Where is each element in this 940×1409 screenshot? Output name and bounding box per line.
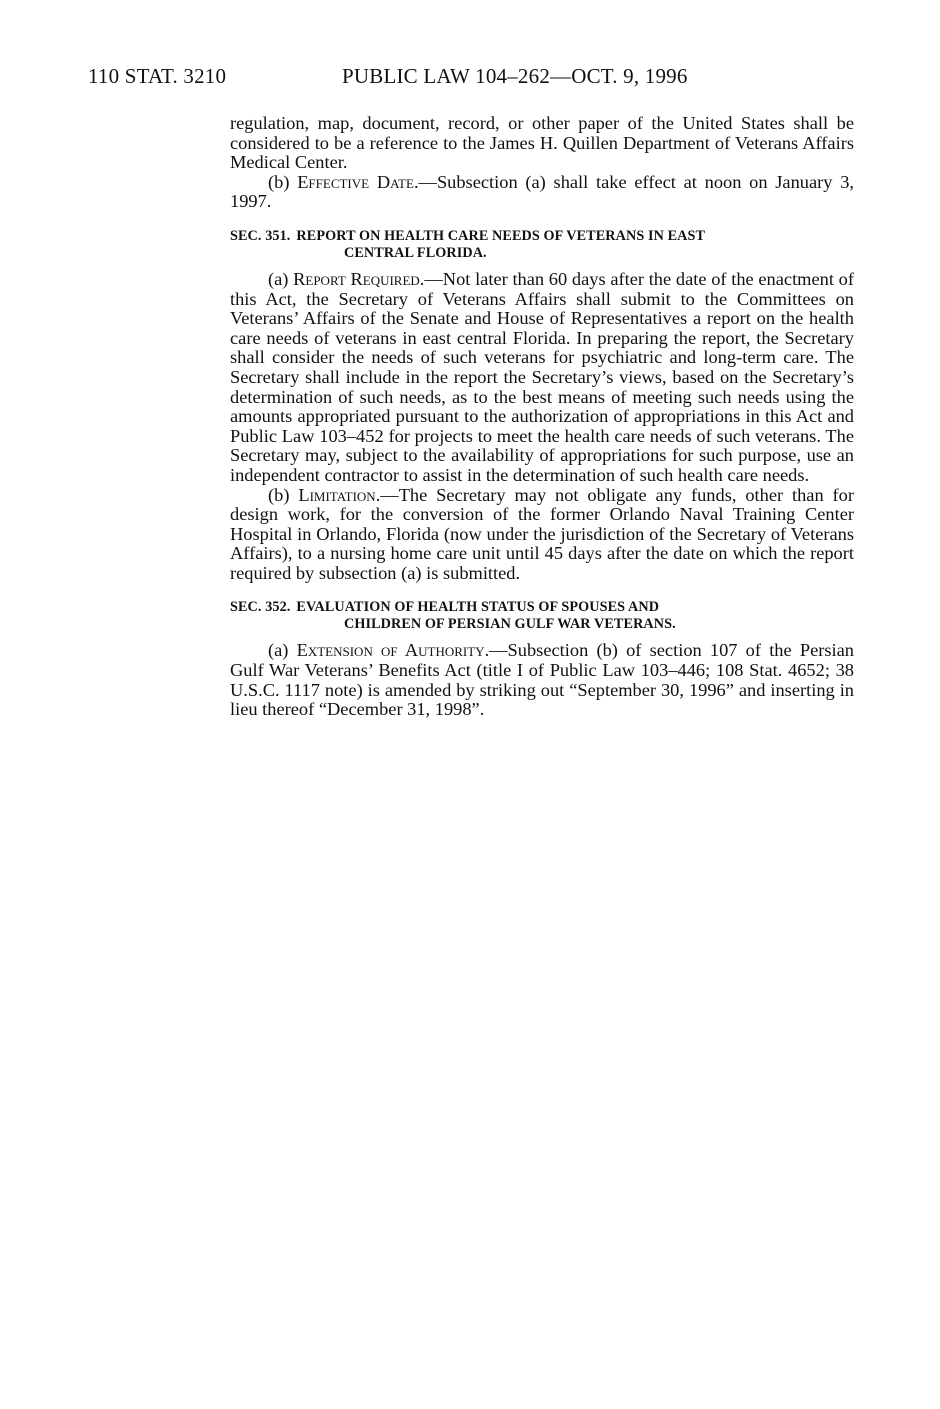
subsection-heading: Effective Date: [297, 171, 414, 192]
section-number: SEC. 352.: [230, 599, 291, 616]
subsection-label: (a): [268, 268, 294, 289]
section-352-subsection-a: [230, 641, 854, 719]
subsection-text: .—The Secretary may not obligate any funds, other than for design work, for the conversion of the former Orlando Naval Training Center Hospital in Orlando, Florida (now under the jurisdiction of the Secretary of Veterans Affairs), to a nursing home care unit until 45 days after the date on which the report required by subsection (a) is submitted.: [230, 484, 854, 583]
section-title-line-1: EVALUATION OF HEALTH STATUS OF SPOUSES AND: [296, 599, 660, 616]
section-number: SEC. 351.: [230, 227, 291, 244]
section-352-heading: [230, 599, 854, 633]
subsection-heading: Extension of Authority: [296, 640, 485, 661]
stat-reference: 110 STAT. 3210: [88, 64, 227, 88]
section-title-line-2: CHILDREN OF PERSIAN GULF WAR VETERANS.: [344, 616, 676, 633]
section-title-line-2: CENTRAL FLORIDA.: [344, 244, 487, 261]
subsection-label: (a): [268, 640, 297, 661]
effective-date-paragraph: [230, 173, 854, 212]
section-351-heading: [230, 228, 854, 262]
body-text: [230, 114, 854, 720]
public-law-reference: PUBLIC LAW 104–262—OCT. 9, 1996: [342, 64, 688, 88]
section-351-subsection-b: [230, 486, 854, 584]
subsection-text: .—Subsection (a) shall take effect at noon on January 3, 1997.: [230, 171, 855, 212]
subsection-label: (b): [268, 171, 298, 192]
section-351-subsection-a: [230, 270, 854, 486]
continuation-paragraph: regulation, map, document, record, or other paper of the United States shall be considered to be a reference to the James H. Quillen Department of Veterans Affairs Medical Center.: [230, 113, 854, 173]
section-title-line-1: REPORT ON HEALTH CARE NEEDS OF VETERANS IN EAST: [296, 227, 706, 244]
subsection-text: .—Subsection (b) of section 107 of the Persian Gulf War Veterans’ Benefits Act (title I of Public Law 103–446; 108 Stat. 4652; 38 U.S.C. 1117 note) is amended by striking out “September 30, 1996” and inserting in lieu thereof “December 31, 1998”.: [230, 640, 855, 720]
subsection-label: (b): [268, 484, 299, 505]
subsection-heading: Limitation: [298, 484, 376, 505]
subsection-heading: Report Required: [293, 268, 420, 289]
subsection-text: .—Not later than 60 days after the date of the enactment of this Act, the Secretary of Veterans Affairs shall submit to the Committees on Veterans’ Affairs of the Senate and House of Representatives a report on the health care needs of veterans in east central Florida. In preparing the report, the Secretary shall consider the needs of such veterans for psychiatric and long-term care. The Secretary shall include in the report the Secretary’s views, based on the Secretary’s determination of such needs, as to the best means of meeting such needs using the amounts appropriated pursuant to the authorization of appropriations in this Act and Public Law 103–452 for projects to meet the health care needs of such veterans. The Secretary may, subject to the availability of appropriations for such purpose, use an independent contractor to assist in the determination of such health care needs.: [230, 268, 854, 485]
